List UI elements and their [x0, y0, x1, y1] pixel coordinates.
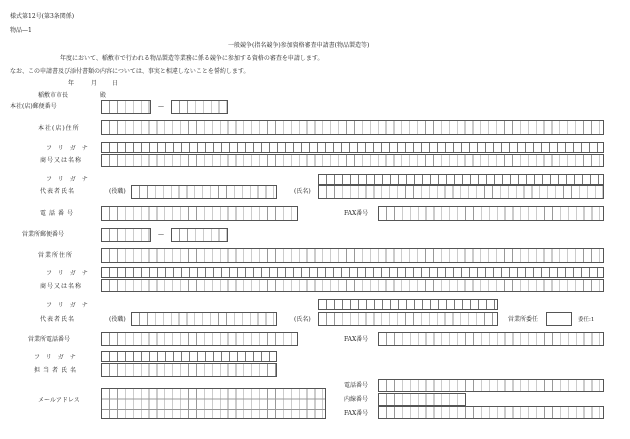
- date-day-label: 日: [112, 80, 119, 87]
- extension-input[interactable]: [378, 393, 466, 406]
- rep-position-input[interactable]: [131, 185, 277, 199]
- rep-name-input[interactable]: [318, 185, 604, 199]
- rep-name-label: (氏名): [294, 188, 311, 195]
- hq-address-input[interactable]: [101, 120, 604, 135]
- date-month-label: 月: [91, 80, 98, 87]
- office-rep-furigana-input[interactable]: [318, 299, 498, 310]
- phone-label: 電話番号: [40, 210, 77, 217]
- hq-postal-label: 本社(店)郵便番号: [10, 103, 57, 110]
- rep-furigana-input[interactable]: [318, 174, 604, 185]
- office-phone-label: 営業所電話番号: [28, 336, 71, 343]
- office-phone-input[interactable]: [101, 332, 298, 346]
- office-address-label: 営業所住所: [38, 252, 74, 259]
- contact-phone-label: 電話番号: [344, 382, 369, 389]
- office-fax-label: FAX番号: [344, 336, 369, 343]
- rep-furigana-label: フリガナ: [46, 176, 94, 183]
- hq-postal-second-input[interactable]: [171, 100, 228, 114]
- pledge-paragraph: なお、この申請書及び添付書類の内容については、事実と相違しないことを誓約します。: [10, 68, 250, 75]
- office-rep-furigana-label: フリガナ: [46, 302, 94, 309]
- office-postal-second-input[interactable]: [171, 228, 228, 242]
- office-furigana-label: フリガナ: [46, 270, 94, 277]
- contact-name-label: 担当者氏名: [34, 367, 80, 374]
- hq-address-label: 本社(店)住所: [38, 125, 80, 132]
- trade-name-input[interactable]: [101, 154, 604, 167]
- date-year-label: 年: [68, 80, 75, 87]
- contact-fax-input[interactable]: [378, 406, 604, 419]
- hq-postal-dash: —: [158, 103, 164, 110]
- form-number: 様式第12号(第3条関係): [10, 13, 75, 20]
- honorific: 殿: [100, 92, 107, 99]
- office-representative-label: 代表者氏名: [40, 316, 76, 323]
- office-postal-dash: —: [158, 231, 164, 238]
- office-rep-name-label: (氏名): [294, 316, 311, 323]
- office-postal-first-input[interactable]: [101, 228, 151, 242]
- contact-name-input[interactable]: [101, 363, 277, 377]
- addressee: 稲敷市市長: [38, 92, 69, 99]
- delegation-note: 委任:1: [578, 317, 595, 323]
- representative-label: 代表者氏名: [40, 188, 76, 195]
- office-rep-position-label: (役職): [109, 316, 126, 323]
- email-label: メールアドレス: [38, 397, 80, 404]
- fax-label: FAX番号: [344, 210, 369, 217]
- office-trade-name-label: 商号又は名称: [40, 283, 83, 290]
- contact-furigana-input[interactable]: [101, 351, 277, 362]
- email-input[interactable]: [101, 388, 326, 419]
- fax-input[interactable]: [378, 206, 604, 221]
- hq-furigana-input[interactable]: [101, 142, 604, 153]
- office-delegation-input[interactable]: [546, 312, 572, 326]
- office-fax-input[interactable]: [378, 332, 604, 346]
- office-rep-name-input[interactable]: [318, 312, 498, 326]
- office-postal-label: 営業所郵便番号: [22, 231, 65, 238]
- trade-name-label: 商号又は名称: [40, 157, 83, 164]
- office-delegation-label: 営業所委任: [508, 316, 539, 323]
- office-furigana-input[interactable]: [101, 267, 604, 278]
- hq-furigana-label: フリガナ: [46, 145, 94, 152]
- phone-input[interactable]: [101, 206, 298, 221]
- extension-label: 内線番号: [344, 396, 369, 403]
- rep-position-label: (役職): [109, 188, 126, 195]
- hq-postal-first-input[interactable]: [101, 100, 151, 114]
- intro-paragraph: 年度において、稲敷市で行われる物品製造等業務に係る競争に参加する資格の審査を申請します。: [60, 55, 324, 62]
- form-category: 物品—1: [10, 27, 32, 34]
- office-trade-name-input[interactable]: [101, 279, 604, 292]
- contact-phone-input[interactable]: [378, 379, 604, 392]
- contact-furigana-label: フリガナ: [34, 354, 82, 361]
- office-rep-position-input[interactable]: [131, 312, 277, 326]
- contact-fax-label: FAX番号: [344, 410, 369, 417]
- form-title: 一般競争(指名競争)参加資格審査申請書(物品製造等): [228, 42, 370, 49]
- office-address-input[interactable]: [101, 248, 604, 263]
